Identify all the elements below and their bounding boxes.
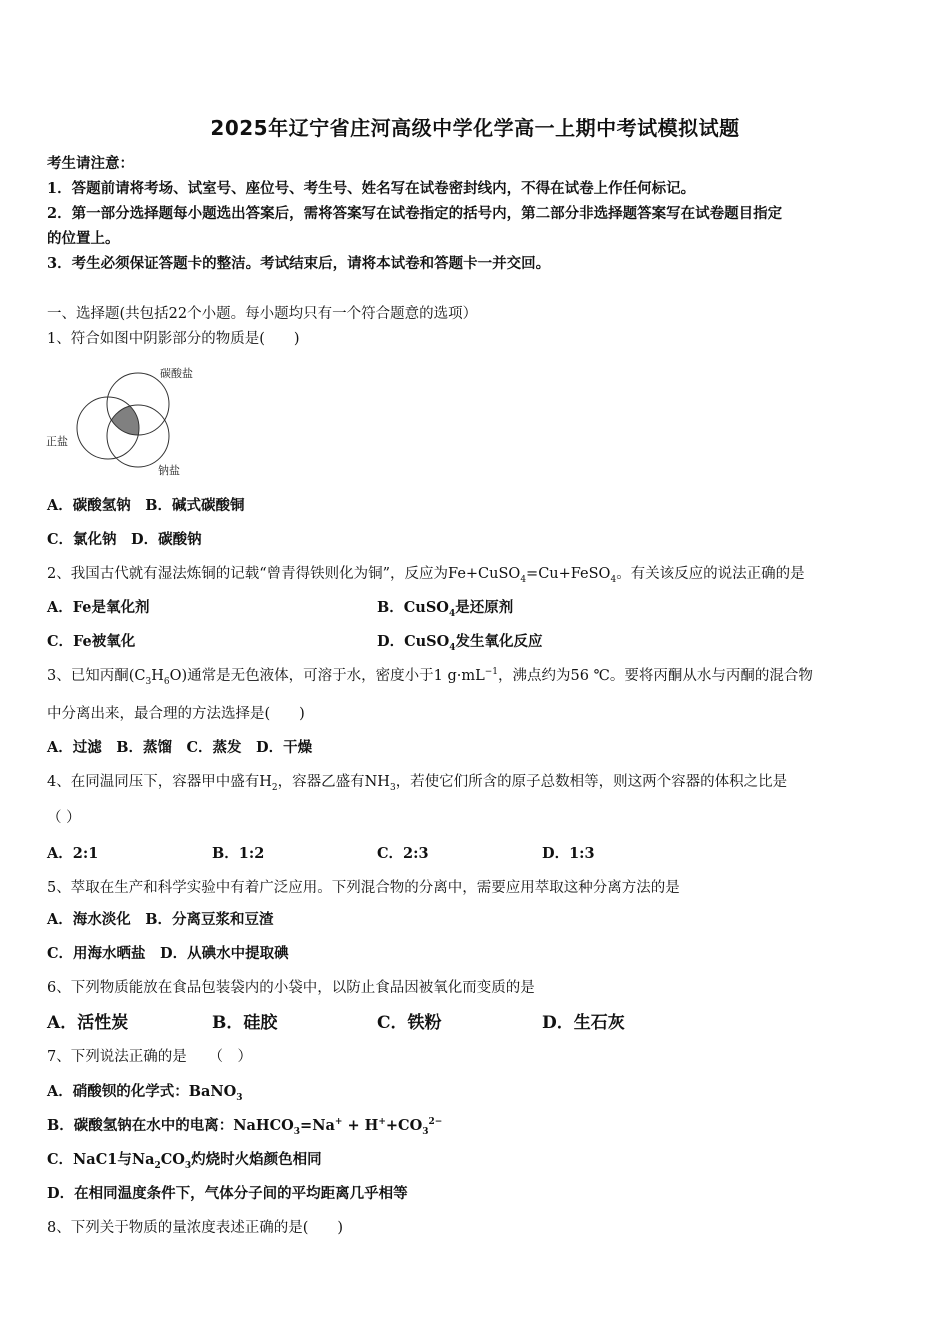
q5-options-row1: A．海水淡化 B．分离豆浆和豆渣	[47, 911, 274, 928]
venn-label-normal-salt: 正盐	[46, 435, 68, 448]
q6-option-a: A．活性炭	[47, 1013, 129, 1033]
q7-option-d: D．在相同温度条件下，气体分子间的平均距离几乎相等	[47, 1185, 408, 1202]
q3-stem-cont: 中分离出来，最合理的方法选择是( )	[47, 706, 305, 722]
q4-stem-cont: （ ）	[47, 810, 81, 826]
q1-options-row1: A．碳酸氢钠 B．碱式碳酸铜	[47, 497, 245, 514]
q8-stem: 8、下列关于物质的量浓度表述正确的是( )	[47, 1220, 344, 1236]
venn-diagram	[40, 360, 210, 478]
q3-stem: 3、已知丙酮$(C_3H_6O)$通常是无色液体，可溶于水，密度小于1 $g\cdot mL^{-1}$，沸点约为56 ℃。要将丙酮从水与丙酮的混合物	[47, 667, 813, 687]
page-title: 2025年辽宁省庄河高级中学化学高一上期中考试模拟试题	[210, 116, 740, 140]
q6-option-b: B．硅胶	[212, 1013, 278, 1033]
q4-option-c: C．2:3	[377, 845, 429, 862]
q5-stem: 5、萃取在生产和科学实验中有着广泛应用。下列混合物的分离中，需要应用萃取这种分离方法的是	[47, 880, 680, 896]
venn-label-sodium-salt: 钠盐	[158, 464, 180, 477]
q2-option-b: B．CuSO$_4$是还原剂	[377, 599, 514, 619]
q7-option-b: B．碳酸氢钠在水中的电离：NaHCO$_3$=Na+ + $H^++CO_3^{2-}$	[47, 1117, 443, 1137]
q3-options: A．过滤 B．蒸馏 C．蒸发 D．干燥	[47, 739, 313, 756]
q2-option-a: A．Fe是氧化剂	[47, 599, 150, 616]
notice-item-1: 1．答题前请将考场、试室号、座位号、考生号、姓名写在试卷密封线内，不得在试卷上作任何标记。	[47, 180, 696, 197]
q6-stem: 6、下列物质能放在食品包装袋内的小袋中，以防止食品因被氧化而变质的是	[47, 980, 535, 996]
q2-option-d: D．CuSO$_4$发生氧化反应	[377, 633, 543, 653]
notice-item-3: 3．考生必须保证答题卡的整洁。考试结束后，请将本试卷和答题卡一并交回。	[47, 255, 551, 272]
q7-option-a: A．硝酸钡的化学式：BaNO$_3$	[47, 1083, 243, 1103]
section-heading: 一、选择题(共包括22个小题。每小题均只有一个符合题意的选项）	[47, 306, 478, 322]
q4-option-a: A．2:1	[47, 845, 99, 862]
q2-stem: 2、我国古代就有湿法炼铜的记载“曾青得铁则化为铜”，反应为Fe+CuSO$_4$=Cu+FeSO$_4$。有关该反应的说法正确的是	[47, 566, 805, 585]
q4-option-b: B．1:2	[212, 845, 265, 862]
q7-stem: 7、下列说法正确的是 （ ）	[47, 1049, 252, 1065]
q4-option-d: D．1:3	[542, 845, 595, 862]
q5-options-row2: C．用海水晒盐 D．从碘水中提取碘	[47, 945, 289, 962]
venn-label-carbonate: 碳酸盐	[160, 367, 193, 380]
q6-option-d: D．生石灰	[542, 1013, 625, 1033]
q2-option-c: C．Fe被氧化	[47, 633, 136, 650]
notice-item-2-cont: 的位置上。	[47, 230, 120, 247]
notice-item-2: 2．第一部分选择题每小题选出答案后，需将答案写在试卷指定的括号内，第二部分非选择题答案写在试卷题目指定	[47, 205, 783, 222]
q6-option-c: C．铁粉	[377, 1013, 442, 1033]
q1-options-row2: C．氯化钠 D．碳酸钠	[47, 531, 202, 548]
notice-heading: 考生请注意：	[47, 155, 134, 172]
q7-option-c: C．NaC1与$Na_2CO_3$灼烧时火焰颜色相同	[47, 1151, 322, 1171]
q1-stem: 1、符合如图中阴影部分的物质是( )	[47, 331, 300, 347]
q4-stem: 4、在同温同压下，容器甲中盛有$H_2$，容器乙盛有$NH_3$，若使它们所含的原子总数相等，则这两个容器的体积之比是	[47, 774, 788, 793]
